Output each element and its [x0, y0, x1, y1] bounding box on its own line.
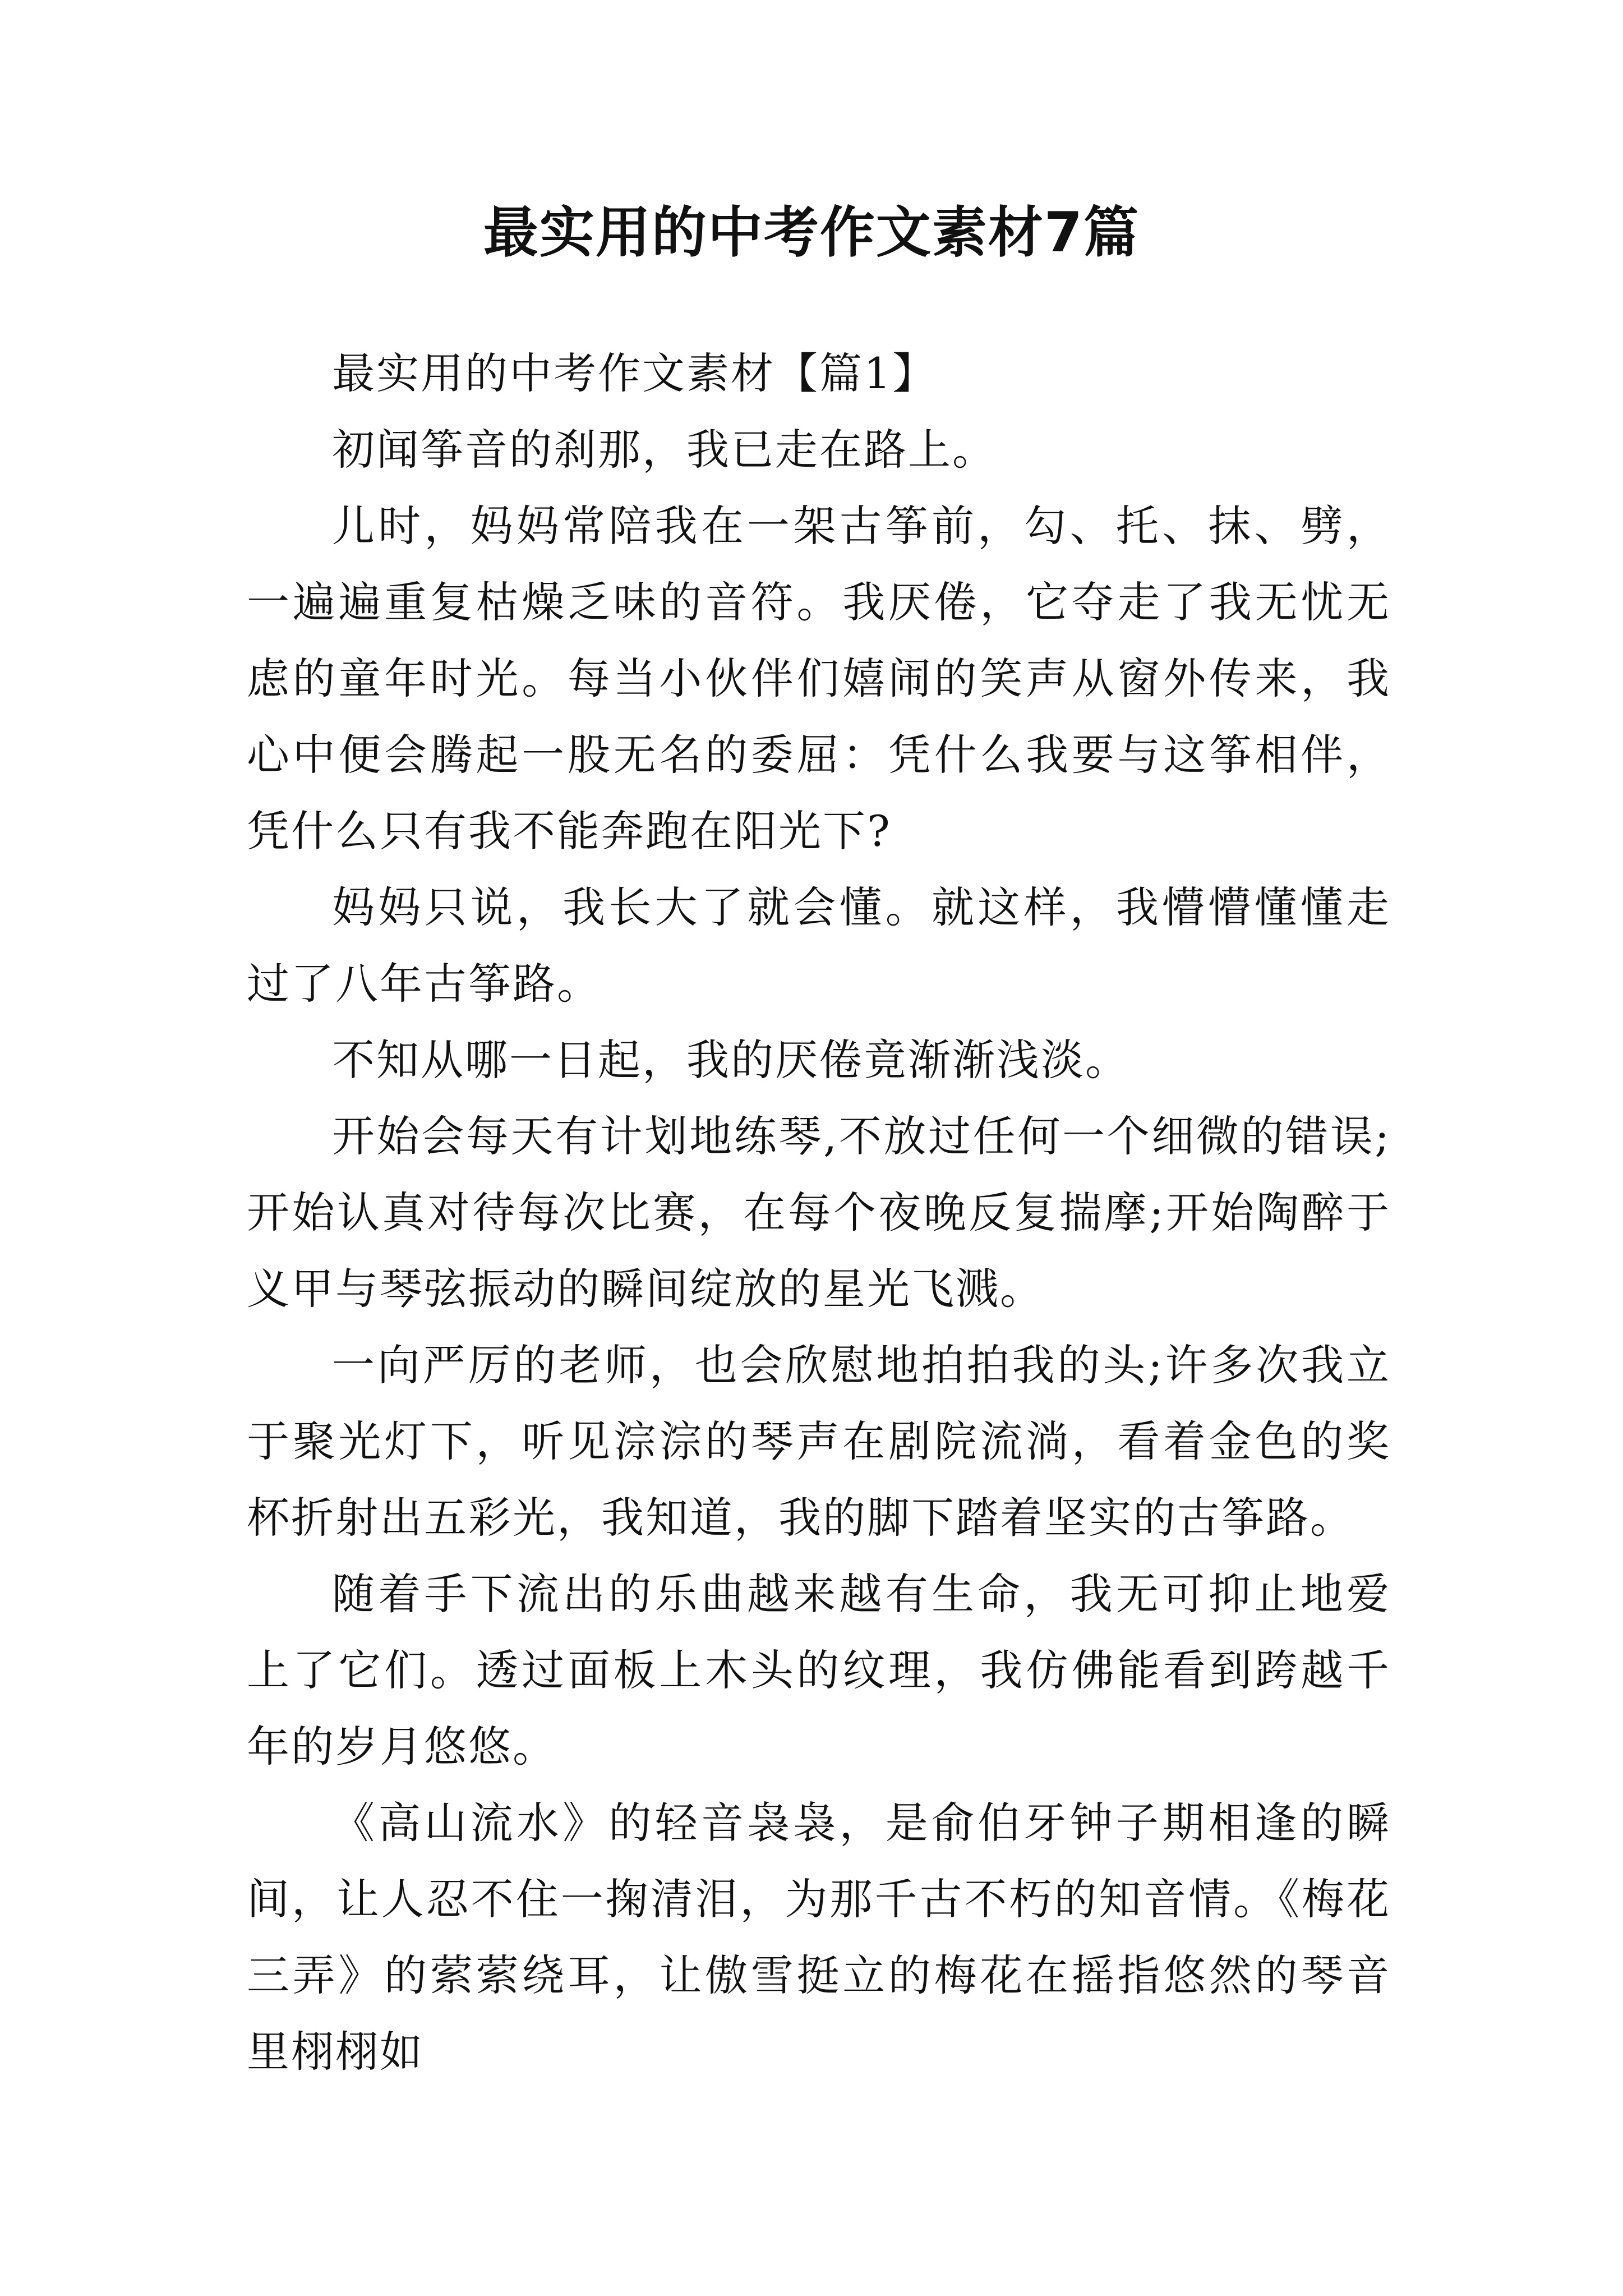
body-paragraph: 妈妈只说，我长大了就会懂。就这样，我懵懵懂懂走过了八年古筝路。 — [247, 882, 1391, 1009]
body-paragraph: 一向严厉的老师，也会欣慰地拍拍我的头;许多次我立于聚光灯下，听见淙淙的琴声在剧院流淌，看着金色的奖杯折射出五彩光，我知道，我的脚下踏着坚实的古筝路。 — [247, 1340, 1391, 1543]
body-paragraph: 随着手下流出的乐曲越来越有生命，我无可抑止地爱上了它们。透过面板上木头的纹理，我仿佛能看到跨越千年的岁月悠悠。 — [247, 1569, 1391, 1772]
heading-paragraph: 最实用的中考作文素材【篇1】 — [332, 348, 937, 398]
body-paragraph: 《高山流水》的轻音袅袅，是俞伯牙钟子期相逢的瞬间，让人忍不住一掬清泪，为那千古不朽的知音情。《梅花三弄》的萦萦绕耳，让傲雪挺立的梅花在摇指悠然的琴音里栩栩如 — [247, 1798, 1391, 2077]
document-title: 最实用的中考作文素材7篇 — [483, 201, 1140, 265]
body-paragraph: 初闻筝音的刹那，我已走在路上。 — [332, 425, 997, 475]
document-body — [247, 335, 1391, 2090]
body-paragraph: 儿时，妈妈常陪我在一架古筝前，勾、托、抹、劈，一遍遍重复枯燥乏味的音符。我厌倦，它夺走了我无忧无虑的童年时光。每当小伙伴们嬉闹的笑声从窗外传来，我心中便会腾起一股无名的委屈：凭什么我要与这筝相伴，凭什么只有我不能奔跑在阳光下? — [247, 501, 1391, 856]
body-paragraph: 开始会每天有计划地练琴,不放过任何一个细微的错误;开始认真对待每次比赛，在每个夜晚反复揣摩;开始陶醉于义甲与琴弦振动的瞬间绽放的星光飞溅。 — [247, 1111, 1391, 1314]
body-paragraph: 不知从哪一日起，我的厌倦竟渐渐浅淡。 — [332, 1035, 1129, 1085]
